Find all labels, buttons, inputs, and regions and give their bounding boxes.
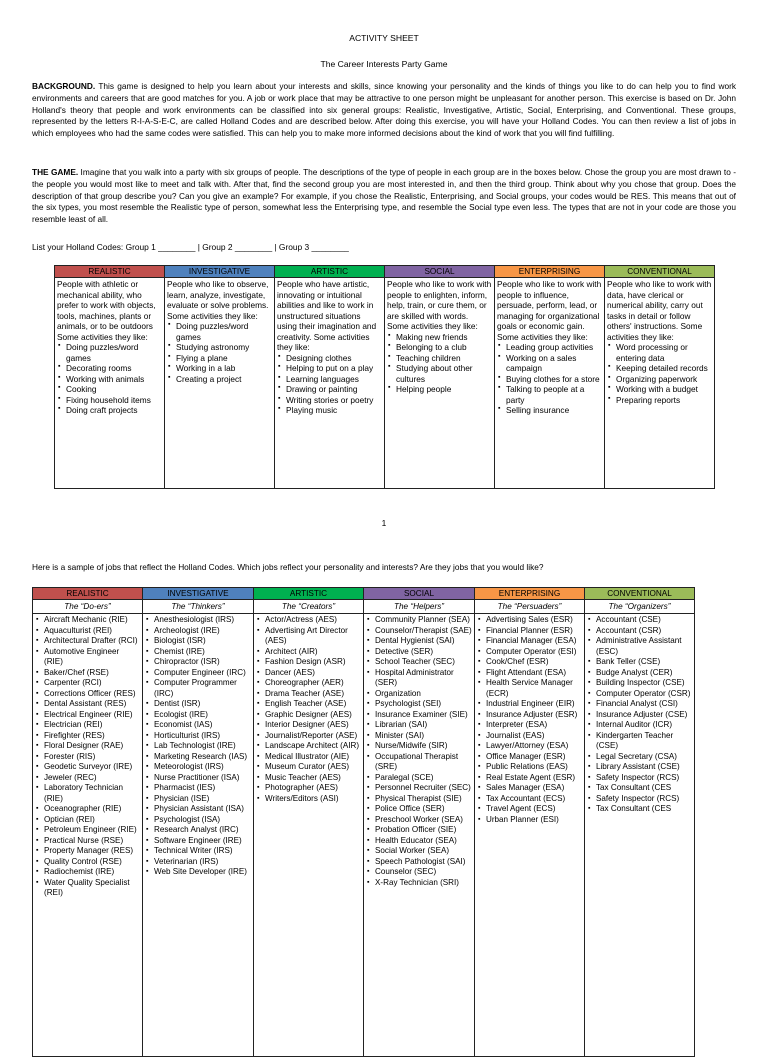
group-description-conventional <box>605 278 715 489</box>
job-item: ▪ Counselor/Therapist (SAE) <box>366 626 472 637</box>
job-item: ▪ Architect (AIR) <box>256 647 361 658</box>
activity-item: ▪ Writing stories or poetry <box>277 395 382 406</box>
job-item: ▪ Health Service Manager (ECR) <box>477 678 582 699</box>
job-item: ▪ Psychologist (ISA) <box>145 815 251 826</box>
job-item: ▪ Physician Assistant (ISA) <box>145 804 251 815</box>
job-item: ▪ Physical Therapist (SIE) <box>366 794 472 805</box>
job-list <box>35 615 140 899</box>
activity-item: ▪ Doing puzzles/word games <box>57 342 162 363</box>
job-item: ▪ Music Teacher (AES) <box>256 773 361 784</box>
activity-item: ▪ Doing craft projects <box>57 405 162 416</box>
group-nickname-investigative: The “Thinkers” <box>143 600 254 614</box>
jobs-header-row <box>33 588 695 600</box>
job-item: ▪ Veterinarian (IRS) <box>145 857 251 868</box>
job-item: ▪ Tax Consultant (CES <box>587 804 692 815</box>
job-item: ▪ Horticulturist (IRS) <box>145 731 251 742</box>
job-item: ▪ Pharmacist (IES) <box>145 783 251 794</box>
group-description-enterprising <box>495 278 605 489</box>
job-item: ▪ Safety Inspector (RCS) <box>587 773 692 784</box>
page-number: 1 <box>381 518 387 528</box>
job-item: ▪ Graphic Designer (AES) <box>256 710 361 721</box>
group-intro: People who like to work with people to influence, persuade, perform, lead, or managing for organizational goals or economic gain. Some activities they like: <box>497 279 602 342</box>
jobs-header-realistic: REALISTIC <box>33 588 143 600</box>
job-item: ▪ Web Site Developer (IRE) <box>145 867 251 878</box>
job-item: ▪ Property Manager (RES) <box>35 846 140 857</box>
jobs-list-row <box>33 614 695 1057</box>
job-item: ▪ Baker/Chef (RSE) <box>35 668 140 679</box>
job-item: ▪ Kindergarten Teacher (CSE) <box>587 731 692 752</box>
job-item: ▪ Floral Designer (RAE) <box>35 741 140 752</box>
group-header-row <box>55 266 715 278</box>
jobs-intro: Here is a sample of jobs that reflect the Holland Codes. Which jobs reflect your personality and interests? Are they jobs that you would like? <box>32 562 544 572</box>
job-item: ▪ Aircraft Mechanic (RIE) <box>35 615 140 626</box>
group-description-artistic <box>275 278 385 489</box>
job-item: ▪ Computer Operator (CSR) <box>587 689 692 700</box>
job-item: ▪ English Teacher (ASE) <box>256 699 361 710</box>
job-item: ▪ Landscape Architect (AIR) <box>256 741 361 752</box>
job-item: ▪ Chiropractor (ISR) <box>145 657 251 668</box>
jobs-list-realistic <box>33 614 143 1057</box>
job-item: ▪ Computer Engineer (IRC) <box>145 668 251 679</box>
job-list <box>145 615 251 878</box>
job-list <box>587 615 692 815</box>
job-item: ▪ Flight Attendant (ESA) <box>477 668 582 679</box>
holland-codes-line: List your Holland Codes: Group 1 ________ | Group 2 ________ | Group 3 ________ <box>32 242 349 252</box>
group-nickname-enterprising: The “Persuaders” <box>475 600 585 614</box>
job-item: ▪ Dentist (ISR) <box>145 699 251 710</box>
job-item: ▪ Corrections Officer (RES) <box>35 689 140 700</box>
job-item: ▪ Bank Teller (CSE) <box>587 657 692 668</box>
group-nickname-social: The “Helpers” <box>364 600 475 614</box>
activity-item: ▪ Helping people <box>387 384 492 395</box>
activity-item: ▪ Working with animals <box>57 374 162 385</box>
background-paragraph <box>32 81 736 140</box>
activity-item: ▪ Talking to people at a party <box>497 384 602 405</box>
job-item: ▪ Choreographer (AER) <box>256 678 361 689</box>
jobs-nickname-row <box>33 600 695 614</box>
game-text: Imagine that you walk into a party with six groups of people. The descriptions of the type of people in each group are in the boxes below. Chose the group you are most drawn to - the people you would most like to meet and talk with. After that, find the second group you are most interested in, and then the third group. Think about why you chose that group. Does the description of that group describe you? Can you give an example? For example, if you chose the Realistic, Enterprising, and Social groups, your codes would be RES. This means that out of the six types, you most resemble the Realistic type of person, somewhat less the Enterprising type, and resemble the Social type even less. The types that are not in your code are those you resemble least of all. <box>32 167 736 225</box>
job-item: ▪ Budge Analyst (CER) <box>587 668 692 679</box>
job-item: ▪ Geodetic Surveyor (IRE) <box>35 762 140 773</box>
job-item: ▪ Tax Accountant (ECS) <box>477 794 582 805</box>
job-list <box>256 615 361 804</box>
activity-list <box>57 342 162 416</box>
job-item: ▪ Industrial Engineer (EIR) <box>477 699 582 710</box>
job-item: ▪ Detective (SER) <box>366 647 472 658</box>
job-item: ▪ Social Worker (SEA) <box>366 846 472 857</box>
job-item: ▪ Advertising Art Director (AES) <box>256 626 361 647</box>
job-item: ▪ Software Engineer (IRE) <box>145 836 251 847</box>
job-item: ▪ Journalist (EAS) <box>477 731 582 742</box>
jobs-header-investigative: INVESTIGATIVE <box>143 588 254 600</box>
job-item: ▪ Health Educator (SEA) <box>366 836 472 847</box>
job-item: ▪ Sales Manager (ESA) <box>477 783 582 794</box>
activity-item: ▪ Flying a plane <box>167 353 272 364</box>
activity-item: ▪ Making new friends <box>387 332 492 343</box>
job-item: ▪ Automotive Engineer (RIE) <box>35 647 140 668</box>
group-description-investigative <box>165 278 275 489</box>
job-item: ▪ Financial Planner (ESR) <box>477 626 582 637</box>
job-item: ▪ Meteorologist (IRS) <box>145 762 251 773</box>
activity-item: ▪ Organizing paperwork <box>607 374 712 385</box>
job-item: ▪ Oceanographer (RIE) <box>35 804 140 815</box>
job-list <box>477 615 582 825</box>
group-nickname-artistic: The “Creators” <box>254 600 364 614</box>
job-item: ▪ Nurse Practitioner (ISA) <box>145 773 251 784</box>
job-item: ▪ Laboratory Technician (RIE) <box>35 783 140 804</box>
group-description-row <box>55 278 715 489</box>
activity-item: ▪ Working in a lab <box>167 363 272 374</box>
job-item: ▪ Journalist/Reporter (ASE) <box>256 731 361 742</box>
job-item: ▪ Advertising Sales (ESR) <box>477 615 582 626</box>
job-item: ▪ Carpenter (RCI) <box>35 678 140 689</box>
job-item: ▪ Computer Programmer (IRC) <box>145 678 251 699</box>
job-item: ▪ Hospital Administrator (SER) <box>366 668 472 689</box>
job-item: ▪ Accountant (CSR) <box>587 626 692 637</box>
job-item: ▪ Marketing Research (IAS) <box>145 752 251 763</box>
activity-item: ▪ Designing clothes <box>277 353 382 364</box>
job-item: ▪ Physician (ISE) <box>145 794 251 805</box>
job-item: ▪ Speech Pathologist (SAI) <box>366 857 472 868</box>
group-intro: People with athletic or mechanical ability, who prefer to work with objects, tools, machines, plants or animals, or to be outdoors Some activities they like: <box>57 279 156 342</box>
activity-item: ▪ Learning languages <box>277 374 382 385</box>
jobs-list-social <box>364 614 475 1057</box>
job-item: ▪ X-Ray Technician (SRI) <box>366 878 472 889</box>
jobs-list-enterprising <box>475 614 585 1057</box>
job-item: ▪ Research Analyst (IRC) <box>145 825 251 836</box>
game-paragraph <box>32 167 736 226</box>
activity-item: ▪ Studying about other cultures <box>387 363 492 384</box>
activity-item: ▪ Working on a sales campaign <box>497 353 602 374</box>
job-item: ▪ Anesthesiologist (IRS) <box>145 615 251 626</box>
job-item: ▪ Optician (REI) <box>35 815 140 826</box>
jobs-list-artistic <box>254 614 364 1057</box>
activity-item: ▪ Selling insurance <box>497 405 602 416</box>
job-item: ▪ Actor/Actress (AES) <box>256 615 361 626</box>
job-item: ▪ Dancer (AES) <box>256 668 361 679</box>
job-item: ▪ Accountant (CSE) <box>587 615 692 626</box>
job-item: ▪ Preschool Worker (SEA) <box>366 815 472 826</box>
job-item: ▪ Minister (SAI) <box>366 731 472 742</box>
job-item: ▪ Financial Manager (ESA) <box>477 636 582 647</box>
job-item: ▪ Lawyer/Attorney (ESA) <box>477 741 582 752</box>
job-item: ▪ Chemist (IRE) <box>145 647 251 658</box>
jobs-list-conventional <box>585 614 695 1057</box>
group-header-artistic: ARTISTIC <box>275 266 385 278</box>
activity-item: ▪ Fixing household items <box>57 395 162 406</box>
job-list <box>366 615 472 888</box>
job-item: ▪ Insurance Adjuster (ESR) <box>477 710 582 721</box>
job-item: ▪ Office Manager (ESR) <box>477 752 582 763</box>
job-item: ▪ Public Relations (EAS) <box>477 762 582 773</box>
job-item: ▪ Urban Planner (ESI) <box>477 815 582 826</box>
group-nickname-realistic: The “Do-ers” <box>33 600 143 614</box>
job-item: ▪ Dental Assistant (RES) <box>35 699 140 710</box>
jobs-header-social: SOCIAL <box>364 588 475 600</box>
jobs-header-enterprising: ENTERPRISING <box>475 588 585 600</box>
page-subtitle: The Career Interests Party Game <box>320 59 448 69</box>
activity-item: ▪ Helping to put on a play <box>277 363 382 374</box>
job-item: ▪ Archeologist (IRE) <box>145 626 251 637</box>
activity-list <box>387 332 492 395</box>
activity-item: ▪ Belonging to a club <box>387 342 492 353</box>
job-item: ▪ Writers/Editors (ASI) <box>256 794 361 805</box>
job-item: ▪ Building Inspector (CSE) <box>587 678 692 689</box>
activity-item: ▪ Doing puzzles/word games <box>167 321 272 342</box>
activity-list <box>277 353 382 416</box>
activity-item: ▪ Leading group activities <box>497 342 602 353</box>
group-intro: People who like to work with people to enlighten, inform, help, train, or cure them, or are skilled with words. Some activities they like: <box>387 279 492 332</box>
job-item: ▪ School Teacher (SEC) <box>366 657 472 668</box>
group-nickname-conventional: The “Organizers” <box>585 600 695 614</box>
job-item: ▪ Organization <box>366 689 472 700</box>
job-item: ▪ Library Assistant (CSE) <box>587 762 692 773</box>
job-item: ▪ Safety Inspector (RCS) <box>587 794 692 805</box>
page-heading: ACTIVITY SHEET <box>349 33 419 43</box>
job-item: ▪ Counselor (SEC) <box>366 867 472 878</box>
job-item: ▪ Real Estate Agent (ESR) <box>477 773 582 784</box>
job-item: ▪ Technical Writer (IRS) <box>145 846 251 857</box>
activity-item: ▪ Studying astronomy <box>167 342 272 353</box>
job-item: ▪ Police Office (SER) <box>366 804 472 815</box>
group-description-realistic <box>55 278 165 489</box>
background-label: BACKGROUND. <box>32 81 96 91</box>
background-text: This game is designed to help you learn about your interests and skills, since knowing your personality and the kinds of things you like to do can help you to find work environments and careers that are good matches for you. A job or work place that may be attractive to one person might be unpleasant for another person. This exercise is based on Dr. John Holland's theory that people and work environments can be classified into six general groups: Realistic, Investigative, Artistic, Social, Enterprising, and Conventional. These groups, represented by the letters R-I-A-S-E-C, are called Holland Codes and are described below. After doing this exercise, you will have your Holland Codes. You can then review a list of jobs in which employees who had the same codes were satisfied. This can help you to make more informed decisions about the kind of work that you will find fulfilling. <box>32 81 736 139</box>
job-item: ▪ Travel Agent (ECS) <box>477 804 582 815</box>
job-item: ▪ Legal Secretary (CSA) <box>587 752 692 763</box>
group-header-enterprising: ENTERPRISING <box>495 266 605 278</box>
activity-list <box>167 321 272 384</box>
group-header-investigative: INVESTIGATIVE <box>165 266 275 278</box>
activity-item: ▪ Keeping detailed records <box>607 363 712 374</box>
job-item: ▪ Water Quality Specialist (REI) <box>35 878 140 899</box>
job-item: ▪ Photographer (AES) <box>256 783 361 794</box>
job-item: ▪ Paralegal (SCE) <box>366 773 472 784</box>
job-item: ▪ Economist (IAS) <box>145 720 251 731</box>
group-intro: People who have artistic, innovating or intuitional abilities and like to work in unstructured situations using their imagination and creativity. Some activities they like: <box>277 279 377 353</box>
job-item: ▪ Administrative Assistant (ESC) <box>587 636 692 657</box>
job-item: ▪ Dental Hygienist (SAI) <box>366 636 472 647</box>
job-item: ▪ Nurse/Midwife (SIR) <box>366 741 472 752</box>
job-item: ▪ Petroleum Engineer (RIE) <box>35 825 140 836</box>
job-item: ▪ Practical Nurse (RSE) <box>35 836 140 847</box>
group-header-realistic: REALISTIC <box>55 266 165 278</box>
job-item: ▪ Financial Analyst (CSI) <box>587 699 692 710</box>
job-item: ▪ Insurance Examiner (SIE) <box>366 710 472 721</box>
jobs-list-investigative <box>143 614 254 1057</box>
activity-item: ▪ Teaching children <box>387 353 492 364</box>
job-item: ▪ Librarian (SAI) <box>366 720 472 731</box>
job-item: ▪ Occupational Therapist (SRE) <box>366 752 472 773</box>
job-item: ▪ Ecologist (IRE) <box>145 710 251 721</box>
job-item: ▪ Interior Designer (AES) <box>256 720 361 731</box>
job-item: ▪ Fashion Design (ASR) <box>256 657 361 668</box>
activity-item: ▪ Working with a budget <box>607 384 712 395</box>
group-header-social: SOCIAL <box>385 266 495 278</box>
activity-list <box>607 342 712 405</box>
job-item: ▪ Computer Operator (ESI) <box>477 647 582 658</box>
group-intro: People who like to observe, learn, analyze, investigate, evaluate or solve problems. Some activities they like: <box>167 279 269 321</box>
job-item: ▪ Electrical Engineer (RIE) <box>35 710 140 721</box>
group-header-conventional: CONVENTIONAL <box>605 266 715 278</box>
activity-item: ▪ Decorating rooms <box>57 363 162 374</box>
game-label: THE GAME. <box>32 167 79 177</box>
job-item: ▪ Insurance Adjuster (CSE) <box>587 710 692 721</box>
group-intro: People who like to work with data, have clerical or numerical ability, carry out tasks in detail or follow others' instructions. Some activities they like: <box>607 279 712 342</box>
job-item: ▪ Interpreter (ESA) <box>477 720 582 731</box>
job-item: ▪ Community Planner (SEA) <box>366 615 472 626</box>
job-item: ▪ Personnel Recruiter (SEC) <box>366 783 472 794</box>
job-item: ▪ Tax Consultant (CES <box>587 783 692 794</box>
job-item: ▪ Museum Curator (AES) <box>256 762 361 773</box>
job-item: ▪ Quality Control (RSE) <box>35 857 140 868</box>
job-item: ▪ Electrician (REI) <box>35 720 140 731</box>
job-item: ▪ Medical Illustrator (AIE) <box>256 752 361 763</box>
activity-item: ▪ Preparing reports <box>607 395 712 406</box>
activity-item: ▪ Drawing or painting <box>277 384 382 395</box>
job-item: ▪ Radiochemist (IRE) <box>35 867 140 878</box>
job-item: ▪ Internal Auditor (ICR) <box>587 720 692 731</box>
job-item: ▪ Forester (RIS) <box>35 752 140 763</box>
activity-item: ▪ Buying clothes for a store <box>497 374 602 385</box>
job-item: ▪ Psychologist (SEI) <box>366 699 472 710</box>
job-item: ▪ Lab Technologist (IRE) <box>145 741 251 752</box>
job-item: ▪ Biologist (ISR) <box>145 636 251 647</box>
job-item: ▪ Probation Officer (SIE) <box>366 825 472 836</box>
activity-item: ▪ Cooking <box>57 384 162 395</box>
job-item: ▪ Cook/Chef (ESR) <box>477 657 582 668</box>
activity-item: ▪ Word processing or entering data <box>607 342 712 363</box>
activity-item: ▪ Creating a project <box>167 374 272 385</box>
group-description-social <box>385 278 495 489</box>
job-item: ▪ Drama Teacher (ASE) <box>256 689 361 700</box>
jobs-header-artistic: ARTISTIC <box>254 588 364 600</box>
activity-list <box>497 342 602 416</box>
job-item: ▪ Architectural Drafter (RCI) <box>35 636 140 647</box>
activity-item: ▪ Playing music <box>277 405 382 416</box>
jobs-table <box>32 587 695 1057</box>
job-item: ▪ Aquaculturist (REI) <box>35 626 140 637</box>
group-description-table <box>54 265 715 489</box>
job-item: ▪ Firefighter (RES) <box>35 731 140 742</box>
jobs-header-conventional: CONVENTIONAL <box>585 588 695 600</box>
job-item: ▪ Jeweler (REC) <box>35 773 140 784</box>
